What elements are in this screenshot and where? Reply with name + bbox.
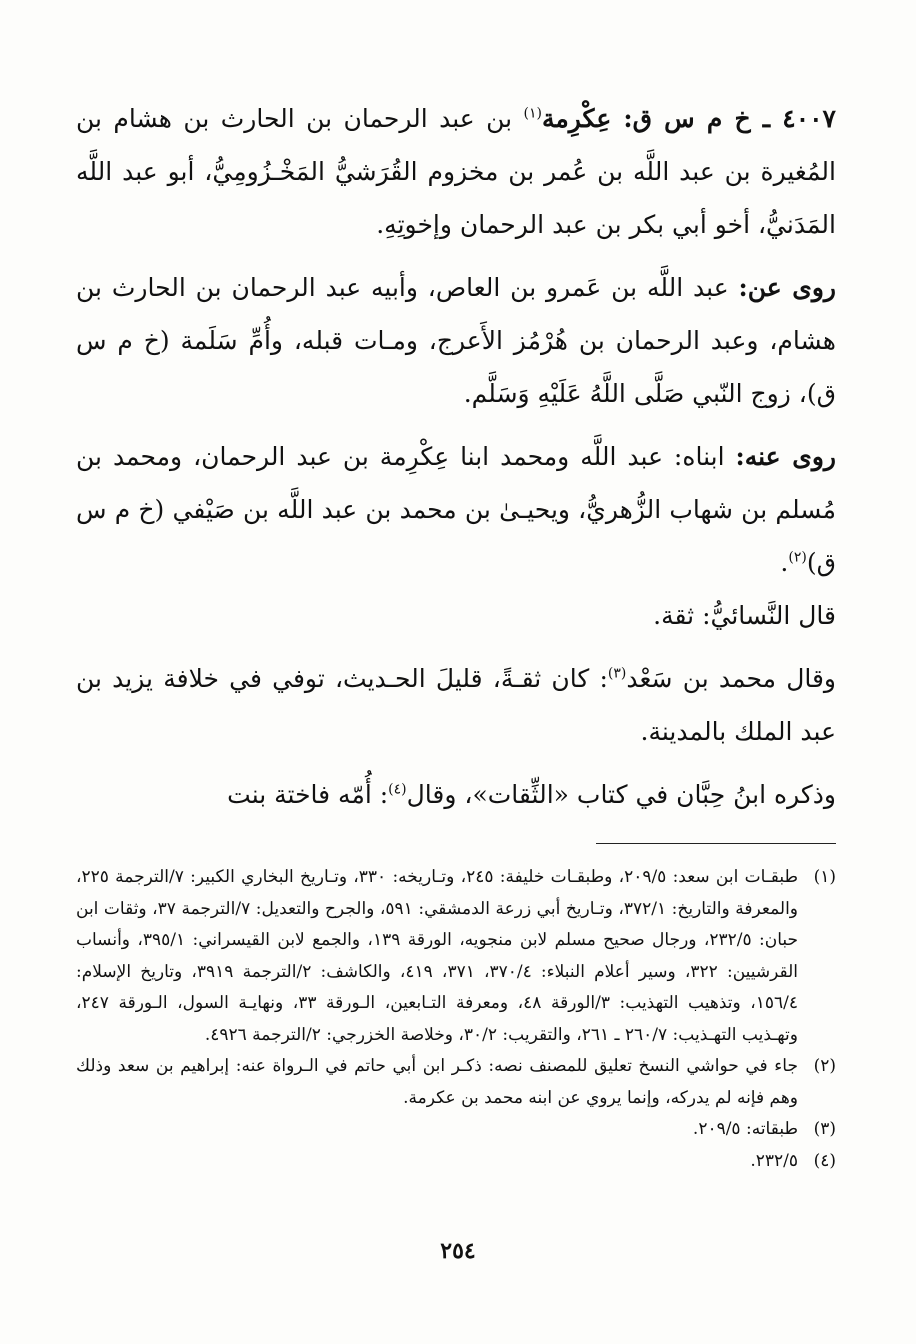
footnote-2: [76, 1051, 836, 1114]
entry-lineage: بن عبد الرحمان بن الحارث بن هشام بن المُغيرة بن عبد اللَّه بن عُمر بن مخزوم القُرَشيُّ المَخْـزُومِيُّ، أبو عبد اللَّه المَدَنيُّ، أخو أبي بكر بن عبد الرحمان وإخوتِهِ.: [76, 104, 836, 239]
narrated-from-paragraph: [76, 261, 836, 420]
footnote-3: [76, 1114, 836, 1146]
narrated-from-text: عبد اللَّه بن عَمرو بن العاص، وأبيه عبد الرحمان بن الحارث بن هشام، وعبد الرحمان بن هُرْمُز الأَعرج، ومـات قبله، وأُمِّ سَلَمة (خ م س ق)، زوج النّبي صَلَّى اللَّهُ عَلَيْهِ وَسَلَّم.: [76, 273, 836, 408]
footnote-separator: [596, 843, 836, 844]
ibn-sad-text-b: : كان ثقـةً، قليلَ الحـديث، توفي في خلافة يزيد بن عبد الملك بالمدينة.: [76, 664, 836, 746]
entry-heading-paragraph: [76, 92, 836, 251]
ibn-sad-paragraph: [76, 652, 836, 758]
footnote-number: (٢): [813, 1056, 836, 1076]
narrated-by-text: ابناه: عبد اللَّه ومحمد ابنا عِكْرِمة بن عبد الرحمان، ومحمد بن مُسلم بن شهاب الزُّهريُّ، ويحيـىٰ بن محمد بن عبد اللَّه بن صَيْفي (خ م س ق): [76, 442, 836, 577]
narrated-from-label: روى عن:: [738, 273, 837, 302]
footnotes: [76, 862, 836, 1177]
entry-heading: ٤٠٠٧ ـ خ م س ق: عِكْرِمة: [541, 104, 836, 133]
page-number: ٢٥٤: [440, 1238, 476, 1264]
footnote-1: [76, 862, 836, 1051]
footnote-ref-1[interactable]: (١): [523, 105, 542, 122]
ibn-sad-text-a: وقال محمد بن سَعْد: [626, 664, 836, 693]
ibn-hibban-text-a: وذكره ابنُ حِبَّان في كتاب «الثِّقات»، وقال: [406, 780, 836, 809]
footnote-number: (٣): [813, 1119, 836, 1139]
main-text: [76, 92, 836, 821]
footnote-4: [76, 1146, 836, 1178]
narrated-by-label: روى عنه:: [735, 442, 836, 471]
footnote-ref-2[interactable]: (٢): [788, 549, 807, 566]
footnote-text: جاء في حواشي النسخ تعليق للمصنف نصه: ذكـر ابن أبي حاتم في الـرواة عنه: إبراهيم بن سعد وذلك وهم فإنه لم يدركه، وإنما يروي عن ابنه محمد بن عكرمة.: [76, 1056, 798, 1108]
footnote-text: طبقاته: ٢٠٩/٥.: [692, 1119, 798, 1139]
footnote-text: ٢٣٢/٥.: [750, 1150, 798, 1171]
narrated-by-paragraph: [76, 430, 836, 589]
footnote-number: (١): [813, 867, 836, 887]
footnote-ref-3[interactable]: (٣): [607, 665, 627, 682]
footnote-ref-4[interactable]: (٤): [388, 781, 407, 798]
ibn-hibban-paragraph: [76, 768, 836, 821]
narrated-by-tail: .: [780, 548, 789, 577]
nasai-text: قال النَّسائيُّ: ثقة.: [653, 601, 836, 630]
ibn-hibban-text-b: : أُمّه فاختة بنت: [227, 780, 389, 809]
nasai-paragraph: [76, 589, 836, 642]
footnote-text: طبقـات ابن سعد: ٢٠٩/٥، وطبقـات خليفة: ٢٤٥، وتـاريخه: ٣٣٠، وتـاريخ البخاري الكبير: ٧/الترجمة ٢٢٥، والمعرفة والتاريخ: ٣٧٢/١، وتـاريخ أبي زرعة الدمشقي: ٥٩١، والجرح والتعديل: ٧/الترجمة ٣٧، وثقات ابن حبان: ٢٣٢/٥، ورجال صحيح مسلم لابن منجويه، الورقة ١٣٩، والجمع لابن القيسراني: ٣٩٥/١، وأنساب القرشيين: ٣٢٢، وسير أعلام النبلاء: ٣٧٠/٤، ٣٧١، ٤١٩، والكاشف: ٢/الترجمة ٣٩١٩، وتاريخ الإسلام: ١٥٦/٤، وتذهيب التهذيب: ٣/الورقة ٤٨، ومعرفة التـابعين، الـورقة ٣٣، ونهايـة السول، الـورقة ٢٤٧، وتهـذيب التهـذيب: ٢٦٠/٧ ـ ٢٦١، والتقريب: ٣٠/٢، وخلاصة الخزرجي: ٢/الترجمة ٤٩٢٦.: [76, 867, 799, 1045]
footnote-number: (٤): [813, 1150, 836, 1171]
